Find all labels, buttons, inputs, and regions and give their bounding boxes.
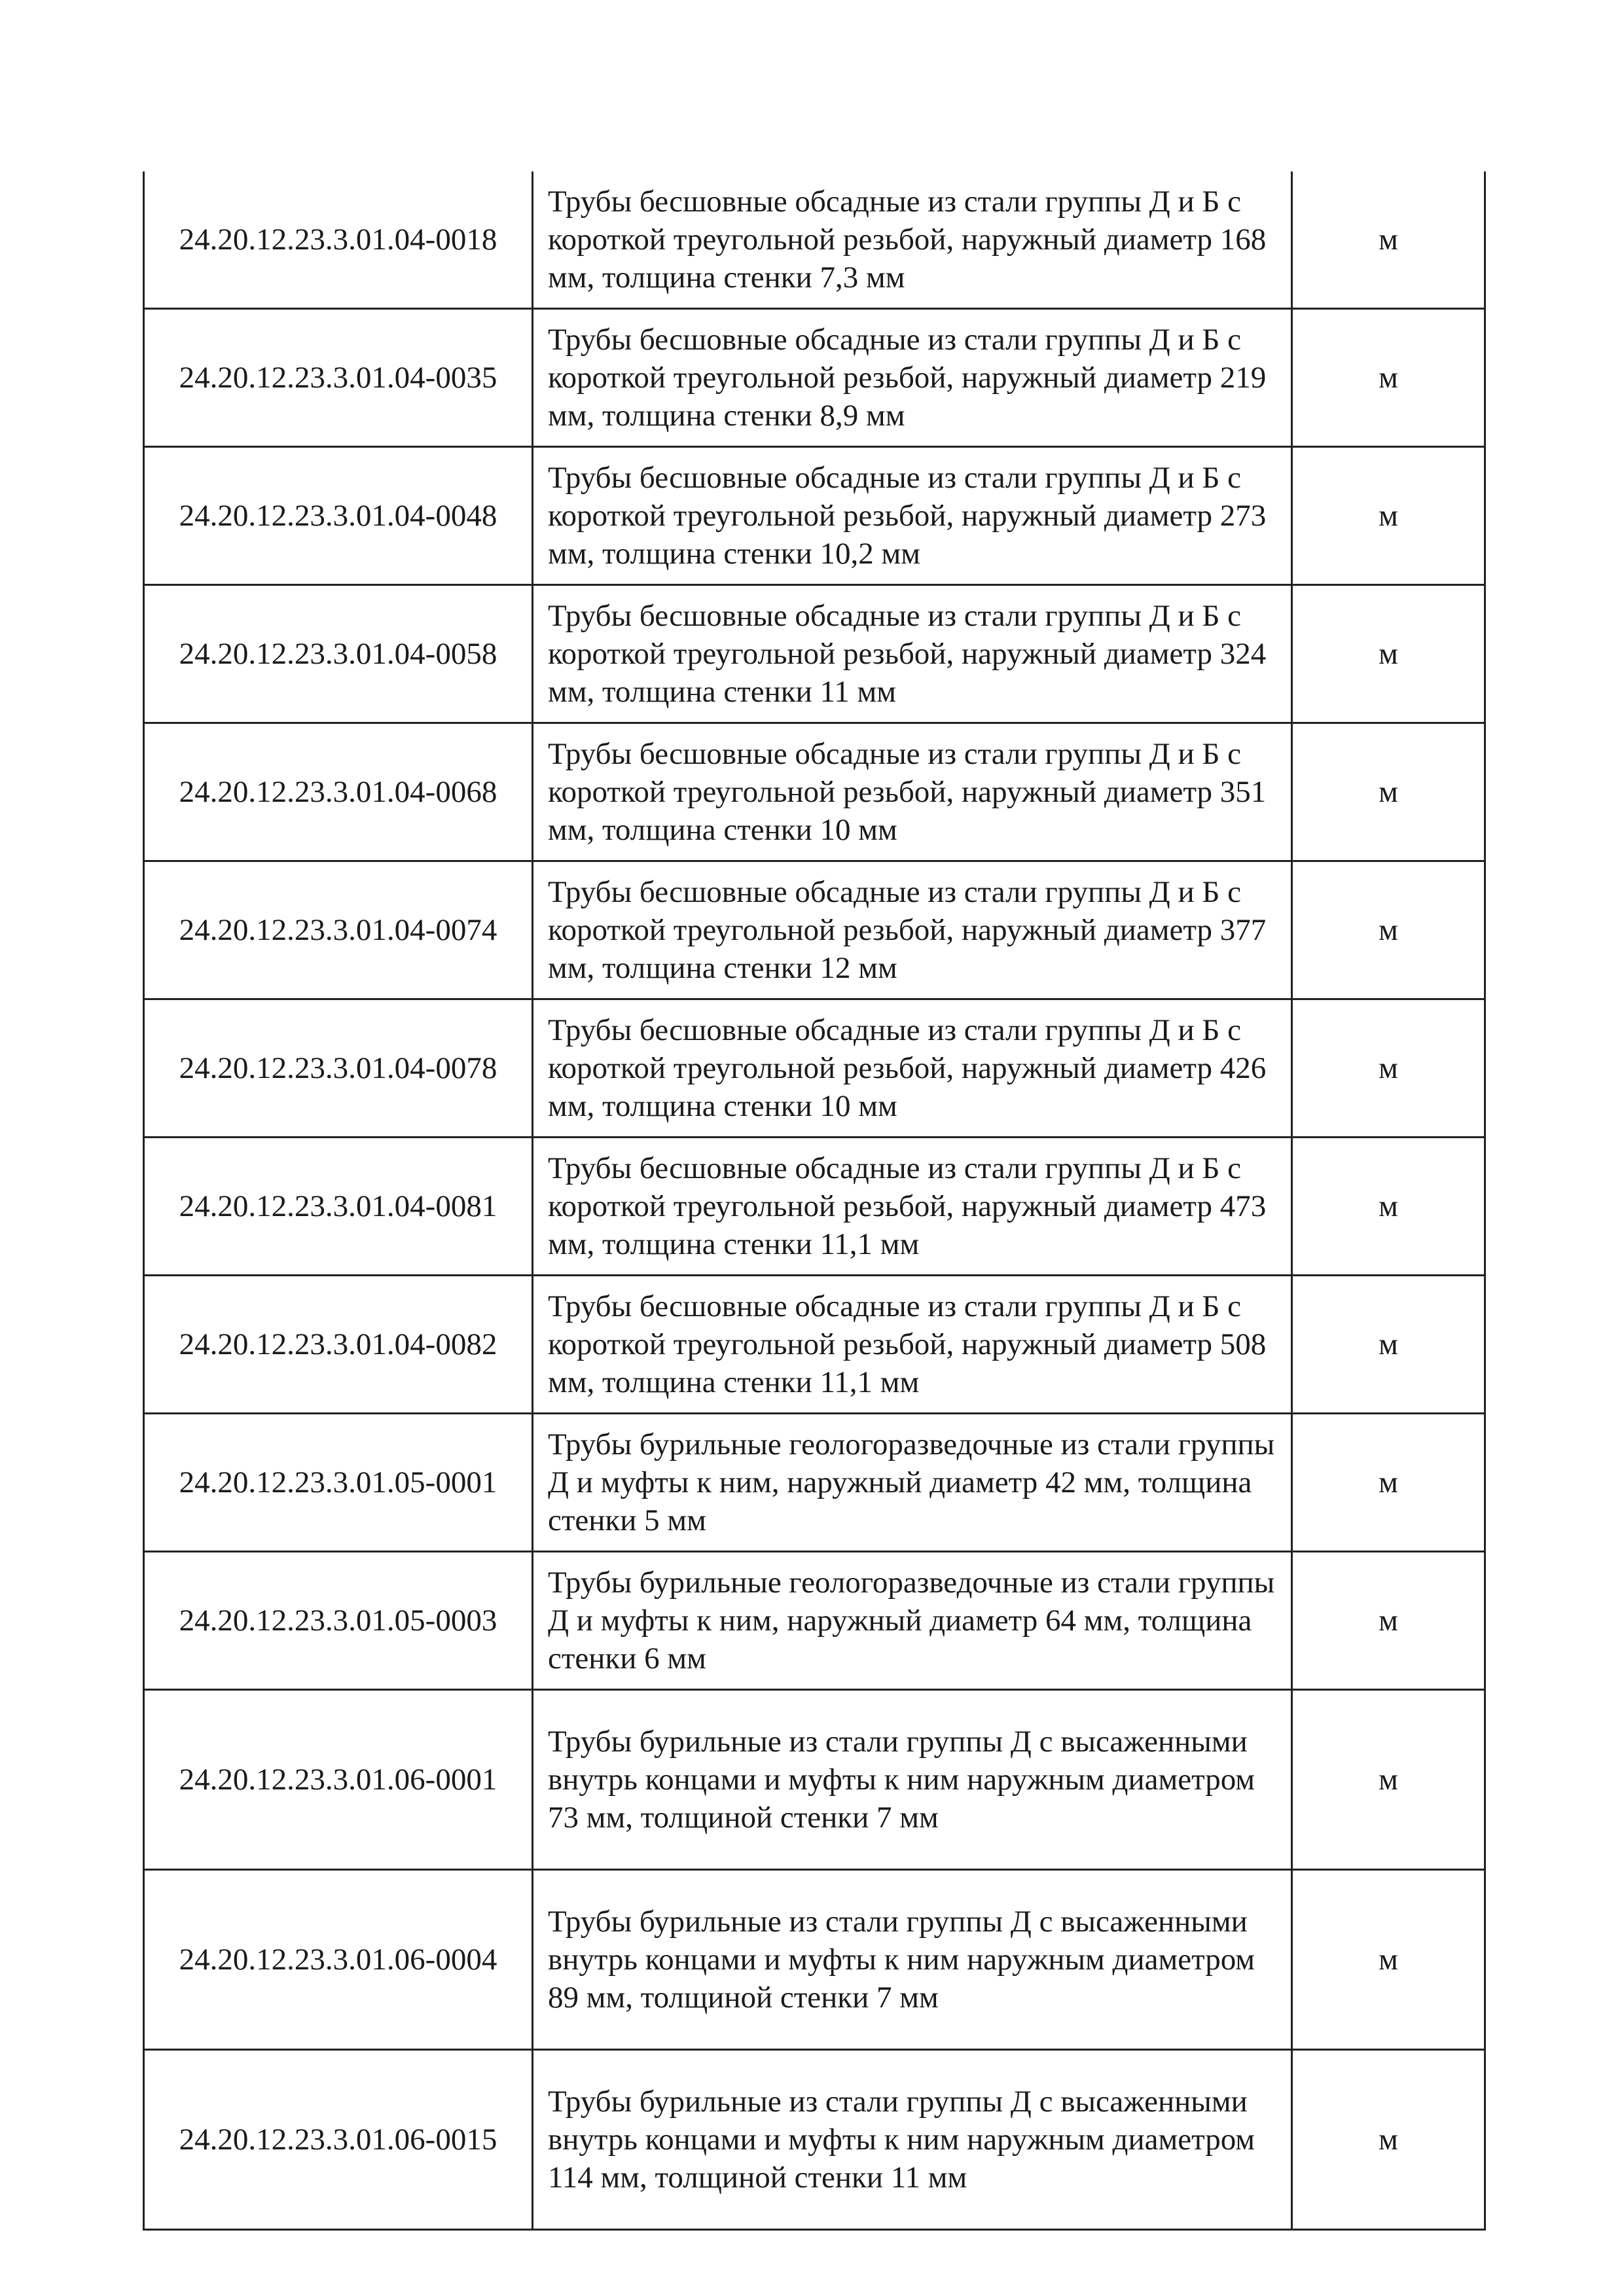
row-code: 24.20.12.23.3.01.04-0082	[144, 1276, 533, 1414]
table-row	[144, 1690, 1485, 1870]
row-unit: м	[1292, 2050, 1485, 2230]
table-row	[144, 1552, 1485, 1690]
row-code: 24.20.12.23.3.01.04-0035	[144, 309, 533, 447]
table-row	[144, 861, 1485, 999]
row-code: 24.20.12.23.3.01.04-0068	[144, 723, 533, 861]
row-code: 24.20.12.23.3.01.05-0003	[144, 1552, 533, 1690]
row-description: Трубы бурильные геологоразведочные из стали группы Д и муфты к ним, наружный диаметр 64 мм, толщина стенки 6 мм	[533, 1552, 1292, 1690]
row-unit: м	[1292, 723, 1485, 861]
table-row	[144, 723, 1485, 861]
row-description: Трубы бурильные из стали группы Д с высаженными внутрь концами и муфты к ним наружным диаметром 73 мм, толщиной стенки 7 мм	[533, 1690, 1292, 1870]
row-unit: м	[1292, 861, 1485, 999]
row-unit: м	[1292, 585, 1485, 723]
row-code: 24.20.12.23.3.01.04-0081	[144, 1138, 533, 1276]
row-code: 24.20.12.23.3.01.06-0015	[144, 2050, 533, 2230]
row-code: 24.20.12.23.3.01.06-0004	[144, 1870, 533, 2050]
table-row	[144, 999, 1485, 1138]
table-row	[144, 585, 1485, 723]
row-code: 24.20.12.23.3.01.05-0001	[144, 1414, 533, 1552]
table-row	[144, 1138, 1485, 1276]
row-unit: м	[1292, 1276, 1485, 1414]
row-description: Трубы бесшовные обсадные из стали группы Д и Б с короткой треугольной резьбой, наружный диаметр 219 мм, толщина стенки 8,9 мм	[533, 309, 1292, 447]
row-description: Трубы бурильные геологоразведочные из стали группы Д и муфты к ним, наружный диаметр 42 мм, толщина стенки 5 мм	[533, 1414, 1292, 1552]
row-unit: м	[1292, 1870, 1485, 2050]
row-code: 24.20.12.23.3.01.04-0078	[144, 999, 533, 1138]
table-row	[144, 1870, 1485, 2050]
row-unit: м	[1292, 447, 1485, 585]
row-description: Трубы бесшовные обсадные из стали группы Д и Б с короткой треугольной резьбой, наружный диаметр 324 мм, толщина стенки 11 мм	[533, 585, 1292, 723]
resource-table	[143, 171, 1486, 2231]
row-code: 24.20.12.23.3.01.04-0018	[144, 171, 533, 309]
table-row	[144, 2050, 1485, 2230]
table-row	[144, 171, 1485, 309]
row-description: Трубы бесшовные обсадные из стали группы Д и Б с короткой треугольной резьбой, наружный диаметр 426 мм, толщина стенки 10 мм	[533, 999, 1292, 1138]
row-unit: м	[1292, 1414, 1485, 1552]
row-unit: м	[1292, 1690, 1485, 1870]
row-code: 24.20.12.23.3.01.04-0074	[144, 861, 533, 999]
table-row	[144, 1276, 1485, 1414]
table-row	[144, 309, 1485, 447]
row-unit: м	[1292, 309, 1485, 447]
row-unit: м	[1292, 1552, 1485, 1690]
row-unit: м	[1292, 999, 1485, 1138]
row-description: Трубы бурильные из стали группы Д с высаженными внутрь концами и муфты к ним наружным диаметром 114 мм, толщиной стенки 11 мм	[533, 2050, 1292, 2230]
row-description: Трубы бесшовные обсадные из стали группы Д и Б с короткой треугольной резьбой, наружный диаметр 473 мм, толщина стенки 11,1 мм	[533, 1138, 1292, 1276]
row-description: Трубы бесшовные обсадные из стали группы Д и Б с короткой треугольной резьбой, наружный диаметр 351 мм, толщина стенки 10 мм	[533, 723, 1292, 861]
row-description: Трубы бесшовные обсадные из стали группы Д и Б с короткой треугольной резьбой, наружный диаметр 377 мм, толщина стенки 12 мм	[533, 861, 1292, 999]
row-description: Трубы бурильные из стали группы Д с высаженными внутрь концами и муфты к ним наружным диаметром 89 мм, толщиной стенки 7 мм	[533, 1870, 1292, 2050]
table-row	[144, 1414, 1485, 1552]
row-description: Трубы бесшовные обсадные из стали группы Д и Б с короткой треугольной резьбой, наружный диаметр 508 мм, толщина стенки 11,1 мм	[533, 1276, 1292, 1414]
row-code: 24.20.12.23.3.01.04-0058	[144, 585, 533, 723]
row-code: 24.20.12.23.3.01.04-0048	[144, 447, 533, 585]
row-description: Трубы бесшовные обсадные из стали группы Д и Б с короткой треугольной резьбой, наружный диаметр 273 мм, толщина стенки 10,2 мм	[533, 447, 1292, 585]
row-description: Трубы бесшовные обсадные из стали группы Д и Б с короткой треугольной резьбой, наружный диаметр 168 мм, толщина стенки 7,3 мм	[533, 171, 1292, 309]
table-row	[144, 447, 1485, 585]
row-unit: м	[1292, 171, 1485, 309]
row-code: 24.20.12.23.3.01.06-0001	[144, 1690, 533, 1870]
row-unit: м	[1292, 1138, 1485, 1276]
